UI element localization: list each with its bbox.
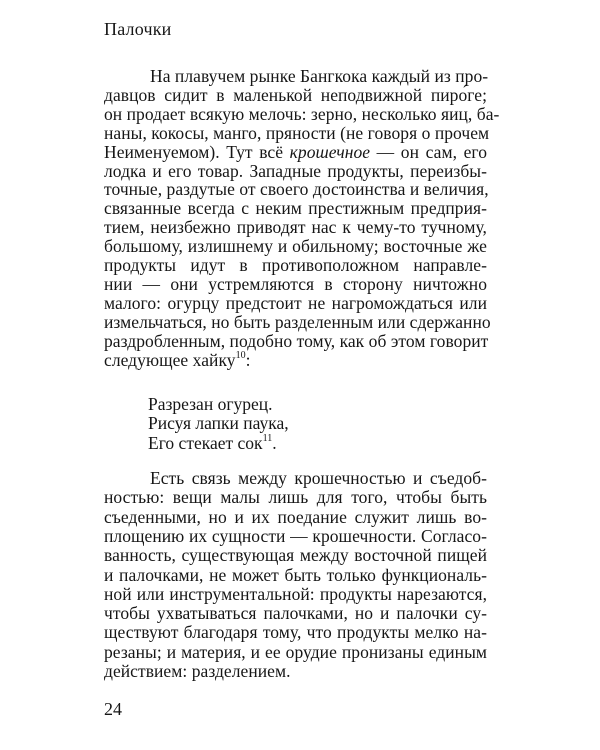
paragraph-1-line-7: точные, раздутые от своего достоинства и величия,: [104, 179, 489, 200]
paragraph-2-line-5: ванность, существующая между восточной пищей: [104, 545, 487, 566]
paragraph-1-line-5-end: — он сам, его: [370, 141, 487, 162]
paragraph-2-line-8: чтобы ухватываться палочками, но и палочки су-: [104, 603, 487, 624]
footnote-ref-10: 10: [235, 349, 246, 361]
paragraph-1-line-15: раздробленным, подобно тому, как об этом говорит: [104, 330, 489, 351]
paragraph-2-line-11: действием: разделением.: [104, 661, 291, 681]
paragraph-1-line-9: тием, неизбежно приводят нас к чему-то тучному,: [104, 217, 487, 238]
haiku-line-3-text: Его стекает сок: [148, 432, 263, 453]
paragraph-1-line-11: продукты идут в противоположном направле-: [104, 255, 487, 275]
emphasis-word: крошечное: [289, 141, 371, 162]
paragraph-2-line-1: Есть связь между крошечностью и съедоб-: [150, 468, 487, 488]
paragraph-2-line-7: ной или инструментальной: продукты нарезаются,: [104, 583, 487, 604]
haiku-line-2: Рисуя лапки паука,: [148, 413, 289, 434]
paragraph-1-line-13: малого: огурцу предстоит не нагромождаться или: [104, 292, 487, 313]
paragraph-1-line-8: связанные всегда с неким престижным предприя-: [104, 198, 487, 219]
paragraph-2-line-4: площению их сущности — крошечности. Согласо-: [104, 525, 487, 546]
paragraph-2-line-9: ществуют благодаря тому, что продукты мелко на-: [104, 622, 487, 643]
paragraph-1-line-4: наны, кокосы, манго, пряности (не говоря о прочем: [104, 122, 490, 143]
paragraph-1-line-6: лодка и его товар. Западные продукты, переизбы-: [104, 160, 487, 181]
paragraph-1-line-1: На плавучем рынке Бангкока каждый из про-: [150, 66, 489, 86]
running-head: Палочки: [104, 19, 172, 39]
haiku-line-3-end: .: [272, 432, 277, 453]
paragraph-1-line-3: он продает всякую мелочь: зерно, несколько яиц, ба-: [104, 103, 500, 124]
paragraph-2-line-10: резаны; и материя, и ее орудие пронизаны единым: [104, 641, 487, 662]
paragraph-2-line-2: ностью: вещи малы лишь для того, чтобы быть: [104, 487, 487, 508]
paragraph-1-line-2: давцов сидит в маленькой неподвижной пиро́ге;: [104, 84, 487, 105]
paragraph-1-line-10: большому, излишнему и обильному; восточные же: [104, 236, 487, 257]
paragraph-1-line-5-start: Неименуемом). Тут всё: [104, 141, 290, 162]
paragraph-1-line-16: [104, 348, 251, 372]
paragraph-1-line-14: измельчаться, но быть разделенным или сдержанно: [104, 311, 491, 332]
paragraph-1-line-12: нии — они устремляются в сторону ничтожно: [104, 273, 487, 294]
haiku-line-1: Разрезан огурец.: [148, 394, 273, 414]
page-number: 24: [104, 699, 122, 719]
paragraph-2-line-6: и палочками, не может быть только функциональ-: [104, 564, 487, 585]
haiku-line-3: [148, 431, 277, 455]
footnote-ref-11: 11: [262, 432, 273, 444]
paragraph-1-line-16-colon: :: [245, 349, 251, 370]
paragraph-1-line-16-text: следующее хайку: [104, 349, 236, 370]
paragraph-2-line-3: съеденными, но и их поедание служит лишь во-: [104, 506, 487, 527]
